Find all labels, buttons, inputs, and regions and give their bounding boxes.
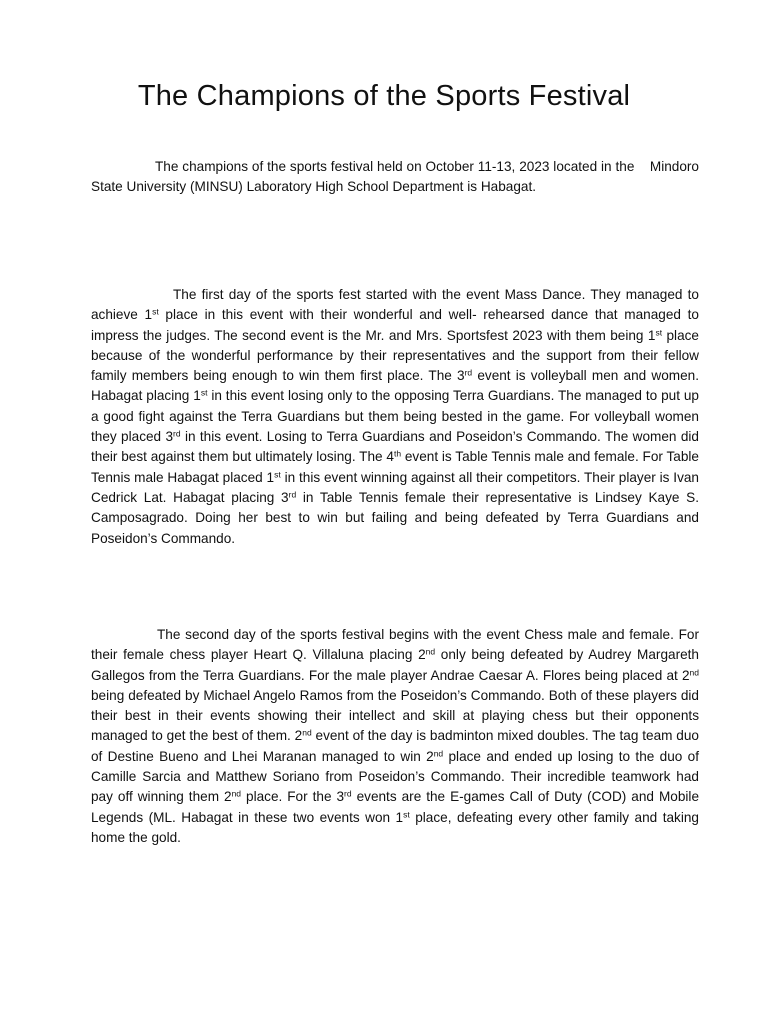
ordinal-suffix: st (274, 469, 281, 479)
paragraph-text: place and ended up losing to the duo of Camille Sarcia and Matthew Soriano from Poseidon’s Commando. Their incredible teamwork had pay off winning them 2 (91, 748, 699, 805)
second-day-paragraph (91, 625, 699, 848)
ordinal-suffix: nd (302, 727, 312, 738)
ordinal-suffix: st (655, 326, 663, 337)
paragraph-text: event is Table Tennis male and female. For Table Tennis male Habagat placed 1 (91, 449, 699, 485)
paragraph-text: place in this event with their wonderful and well- rehearsed dance that managed to impress the judges. The second event is the Mr. and Mrs. Sportsfest 2023 with them being 1 (91, 307, 699, 343)
paragraph-text: in this event. Losing to Terra Guardians and Poseidon’s Commando. The women did their best against them but ultimately losing. The 4 (91, 429, 699, 465)
paragraph-text: event of the day is badminton mixed doubles. The tag team duo of Destine Bueno and Lhei Maranan managed to win 2 (91, 728, 699, 764)
ordinal-suffix: nd (689, 666, 699, 677)
ordinal-suffix: st (152, 306, 159, 317)
paragraph-text: The second day of the sports festival begins with the event Chess male and female. For their female chess player Heart Q. Villaluna placing 2 (91, 627, 699, 663)
paragraph-text: place. For the 3 (241, 789, 345, 805)
paragraph-text: in this event losing only to the opposing Terra Guardians. The managed to put up a good fight against the Terra Guardians but them being bested in the game. For volleyball women they placed 3 (91, 388, 699, 445)
paragraph-text: The champions of the sports festival held on October 11-13, 2023 located in the Mindoro State University (MINSU) Laboratory High School Department is Habagat. (91, 159, 699, 195)
paragraph-text: place, defeating every other family and taking home the gold. (91, 809, 699, 845)
document-title: The Champions of the Sports Festival (137, 80, 631, 112)
ordinal-suffix: st (403, 809, 410, 819)
paragraph-text: in this event winning against all their competitors. Their player is Ivan Cedrick Lat. Habagat placing 3 (91, 469, 699, 505)
paragraph-text: events are the E-games Call of Duty (COD) and Mobile Legends (ML. Habagat in these two events won 1 (91, 789, 700, 825)
paragraph-text: The first day of the sports fest started with the event Mass Dance. They managed to achieve 1 (91, 287, 699, 323)
paragraph-text: only being defeated by Audrey Margareth Gallegos from the Terra Guardians. For the male player Andrae Caesar A. Flores being placed at 2 (91, 647, 699, 683)
paragraph-text: being defeated by Michael Angelo Ramos from the Poseidon’s Commando. Both of these players did their best in their events showing their intellect and skill at playing chess but their opponents managed to get the best of them. 2 (91, 687, 699, 744)
first-day-paragraph (91, 285, 699, 549)
paragraph-text: place because of the wonderful performance by their representatives and the support from their fellow family members being enough to win them first place. The 3 (91, 327, 699, 384)
ordinal-suffix: rd (464, 367, 473, 378)
ordinal-suffix: st (200, 387, 208, 398)
ordinal-suffix: nd (231, 788, 242, 799)
intro-paragraph (91, 157, 699, 198)
ordinal-suffix: rd (173, 428, 181, 439)
paragraph-text: in Table Tennis female their representative is Lindsey Kaye S. Camposagrado. Doing her best to win but failing and being defeated by Terra Guardians and Poseidon’s Commando. (91, 489, 699, 546)
paragraph-text: event is volleyball men and women. Habagat placing 1 (91, 368, 700, 404)
ordinal-suffix: nd (425, 646, 436, 657)
ordinal-suffix: rd (344, 788, 352, 799)
ordinal-suffix: nd (433, 748, 444, 759)
ordinal-suffix: rd (288, 489, 297, 500)
ordinal-suffix: th (393, 448, 402, 459)
